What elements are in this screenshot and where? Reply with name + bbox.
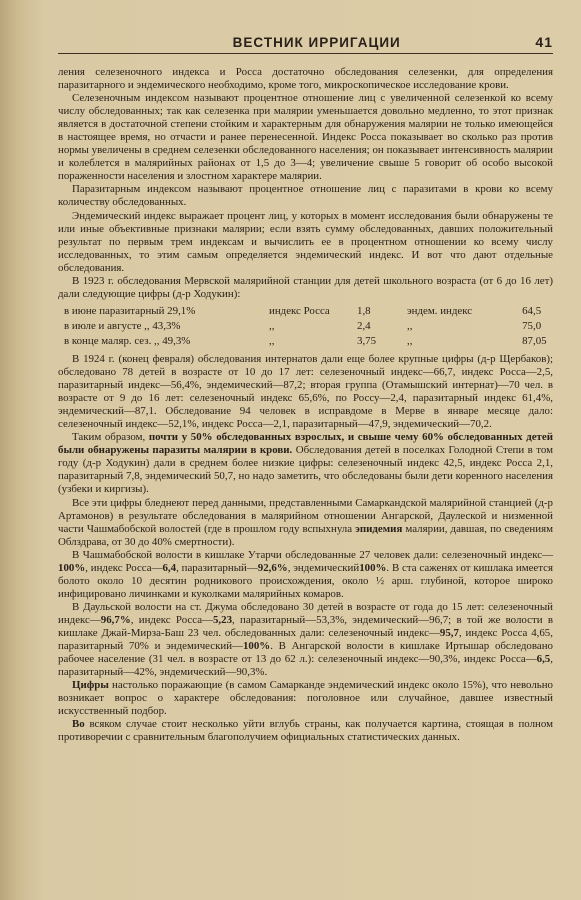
paragraph-1923: В 1923 г. обследования Мервской малярийной станции для детей школьного возраста (от 6 до 16 лет) дали следующие цифры (д-р Ходукин):: [58, 274, 553, 300]
paragraph-samarkand: Все эти цифры бледнеют перед данными, представленными Самаркандской малярийной станцией (д-р Артамонов) в результате обследования в малярийном отношении Ангарской, Даулеской и низменной части Чашмабобской волостей (где в прошлом году вспыхнула эпидемия малярии, давшая, по сведениям Облздрава, от 30 до 40% смертности).: [58, 496, 553, 548]
paragraph-conclusion: Во всяком случае стоит несколько уйти вглубь страны, как получается картина, стоящая в полном противоречии с сравнительным благополучием официальных статистических данных.: [58, 718, 553, 744]
paragraph-endemic-index: Эндемический индекс выражает процент лиц, у которых в момент исследования были обнаружены те или иные объективные признаки малярии; если взять сумму обследованных, давших положительный результат по первым трем индексам и вычислить ее в процентном отношении ко всему числу исследованных, то этим самым определяется эндемический индекс. И вот что дают отдельные обследования.: [58, 209, 553, 274]
article-body: [58, 66, 553, 744]
paragraph-1924: В 1924 г. (конец февраля) обследования интернатов дали еще более крупные цифры (д-р Щербаков); обследовано 78 детей в возрасте от 10 до 17 лет: селезеночный индекс—66,7, индекс Росса—2,5, паразитарный индекс—56,4%, эндемический—87,2; вторая группа (Отамышский интернат)—70 чел. в возрасте от 9 до 16 лет: селезеночный индекс 65,6%, по Россу—2,4, паразитарный индекс 61,4%, эндемический—87,1. Обследование 94 человек в исправдоме в Мерве в январе месяце дало: селезеночный индекс—52,1%, индекс Росса—2,1, паразитарный—47,9, эндемический—70,2.: [58, 352, 553, 431]
journal-title: ВЕСТНИК ИРРИГАЦИИ: [232, 35, 401, 50]
table-row: в конце маляр. сез. ,, 49,3% ,, 3,75 ,, 87,05: [64, 334, 547, 347]
paragraph-intro: ления селезеночного индекса и Росса достаточно обследования селезенки, для определения паразитарного и эндемического необходимо, кроме того, микроскопическое исследование крови.: [58, 66, 553, 92]
paragraph-parasite-index: Паразитарным индексом называют процентное отношение лиц с паразитами в крови ко всему количеству обследованных.: [58, 183, 553, 209]
paragraph-spleen-index: Селезеночным индексом называют процентное отношение лиц с увеличенной селезенкой ко всему числу обследованных; так как селезенка при малярии уменьшается довольно медленно, то этот признак является в достаточной степени стойким и характерным для обнаружения малярии не только имеющейся в настоящее время, но отчасти и ранее перенесенной. Индекс Росса показывает во сколько раз против нормы увеличены в среднем селезенки обследованного населения; он показывает интенсивность малярии и колеблется в малярийных районах от 1,5 до 3—4; увеличение свыше 5 говорит об особо высокой пораженности населения и злостном характере малярии.: [58, 92, 553, 183]
table-row: в июне паразитарный 29,1% индекс Росса 1,8 эндем. индекс 64,5: [64, 304, 542, 317]
page-number: 41: [535, 34, 553, 50]
table-row: в июле и августе ,, 43,3% ,, 2,4 ,, 75,0: [64, 319, 542, 332]
paragraph-daul: В Даульской волости на ст. Джума обследовано 30 детей в возрасте от года до 15 лет: селезеночный индекс—96,7%, индекс Росса—5,23, паразитарный—53,3%, эндемический—96,7; в той же волости в кишлаке Джай-Мирза-Баш 23 чел. обследованных дали: селезеночный индекс—95,7, индекс Росса 4,65, паразитарный 70% и эндемический—100%. В Ангарской волости в кишлаке Иртышар обследовано рабочее население (31 чел. в возрасте от 13 до 62 л.): селезеночный индекс—90,3%, индекс Росса—6,5, паразитарный—42%, эндемический—90,3%.: [58, 600, 553, 679]
paragraph-summary: Таким образом, почти у 50% обследованных взрослых, и свыше чему 60% обследованных детей были обнаружены паразиты малярии в крови. Обследования детей в поселках Голодной Степи в том году (д-р Ходукин) дали в среднем более низкие цифры: селезеночный индекс 42,5, индекс Росса 2,1, паразитарный 7,8, эндемический 50,7, но надо заметить, что обследованы были дети коренного населения (узбеки и киргизы).: [58, 431, 554, 496]
paragraph-chashmabob: В Чашмабобской волости в кишлаке Утарчи обследованные 27 человек дали: селезеночный индекс—100%, индекс Росса—6,4, паразитарный—92,6%, эндемический100%. В ста саженях от кишлака имеется болото около 10 десятин родникового происхождения, около ½ арш. глубиной, которое широко инфицировано личинками и куколками малярийных комаров.: [58, 548, 553, 600]
page-header: [58, 34, 553, 54]
survey-1923-table: [58, 304, 553, 349]
paragraph-figures: Цифры настолько поражающие (в самом Самарканде эндемический индекс около 15%), что невольно возникает вопрос о характере обследования: поголовное или случайное, давшее известный искусственный подбор.: [58, 679, 553, 718]
